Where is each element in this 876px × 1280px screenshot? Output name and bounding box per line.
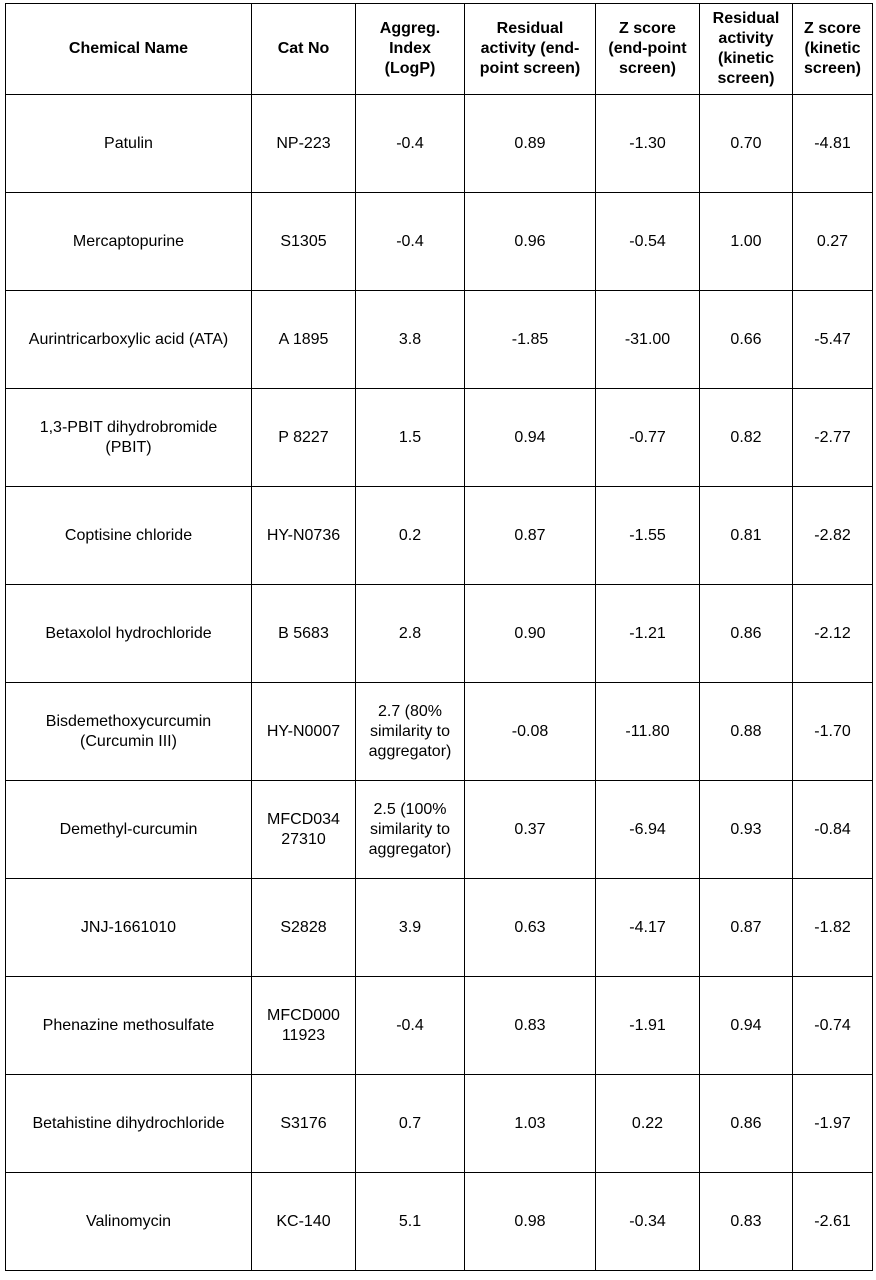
z-score-end-point-cell: -1.21 (596, 585, 700, 683)
z-score-kinetic-cell: -2.82 (793, 487, 873, 585)
residual-activity-end-point-cell: 0.87 (465, 487, 596, 585)
residual-activity-kinetic-cell: 0.88 (700, 683, 793, 781)
table-header-row (6, 4, 873, 95)
cat-no-cell: HY-N0736 (252, 487, 356, 585)
cat-no-cell: S3176 (252, 1075, 356, 1173)
table-row (6, 781, 873, 879)
chemical-name-cell: Betaxolol hydrochloride (6, 585, 252, 683)
cat-no-cell: B 5683 (252, 585, 356, 683)
residual-activity-kinetic-cell: 0.93 (700, 781, 793, 879)
z-score-end-point-cell: -1.30 (596, 95, 700, 193)
residual-activity-kinetic-cell: 0.86 (700, 585, 793, 683)
aggreg-index-cell: 5.1 (356, 1173, 465, 1271)
aggreg-index-cell: 2.7 (80% similarity to aggregator) (356, 683, 465, 781)
aggreg-index-cell: 1.5 (356, 389, 465, 487)
header-z-score-end-point: Z score (end-point screen) (596, 4, 700, 95)
residual-activity-end-point-cell: 0.37 (465, 781, 596, 879)
aggreg-index-cell: -0.4 (356, 977, 465, 1075)
cat-no-cell: A 1895 (252, 291, 356, 389)
residual-activity-end-point-cell: 1.03 (465, 1075, 596, 1173)
residual-activity-end-point-cell: -1.85 (465, 291, 596, 389)
z-score-end-point-cell: -1.55 (596, 487, 700, 585)
residual-activity-kinetic-cell: 0.66 (700, 291, 793, 389)
table-row (6, 585, 873, 683)
cat-no-cell: MFCD034 27310 (252, 781, 356, 879)
chemical-name-cell: JNJ-1661010 (6, 879, 252, 977)
z-score-kinetic-cell: 0.27 (793, 193, 873, 291)
residual-activity-kinetic-cell: 0.94 (700, 977, 793, 1075)
residual-activity-end-point-cell: -0.08 (465, 683, 596, 781)
chemical-name-cell: Patulin (6, 95, 252, 193)
table-row (6, 879, 873, 977)
z-score-end-point-cell: -11.80 (596, 683, 700, 781)
residual-activity-kinetic-cell: 0.81 (700, 487, 793, 585)
cat-no-cell: NP-223 (252, 95, 356, 193)
chemical-name-cell: Aurintricarboxylic acid (ATA) (6, 291, 252, 389)
cat-no-cell: S1305 (252, 193, 356, 291)
header-residual-activity-end-point: Residual activity (end- point screen) (465, 4, 596, 95)
chemical-name-cell: Coptisine chloride (6, 487, 252, 585)
z-score-kinetic-cell: -2.12 (793, 585, 873, 683)
residual-activity-kinetic-cell: 0.70 (700, 95, 793, 193)
chemical-name-cell: Betahistine dihydrochloride (6, 1075, 252, 1173)
residual-activity-kinetic-cell: 0.82 (700, 389, 793, 487)
table-row (6, 291, 873, 389)
residual-activity-kinetic-cell: 1.00 (700, 193, 793, 291)
chemical-name-cell: 1,3-PBIT dihydrobromide (PBIT) (6, 389, 252, 487)
table-row (6, 1075, 873, 1173)
z-score-end-point-cell: -0.34 (596, 1173, 700, 1271)
table-row (6, 193, 873, 291)
aggreg-index-cell: 3.9 (356, 879, 465, 977)
aggreg-index-cell: -0.4 (356, 95, 465, 193)
residual-activity-end-point-cell: 0.98 (465, 1173, 596, 1271)
z-score-kinetic-cell: -1.70 (793, 683, 873, 781)
z-score-end-point-cell: -0.77 (596, 389, 700, 487)
residual-activity-kinetic-cell: 0.83 (700, 1173, 793, 1271)
chemical-name-cell: Demethyl-curcumin (6, 781, 252, 879)
header-chemical-name: Chemical Name (6, 4, 252, 95)
cat-no-cell: S2828 (252, 879, 356, 977)
header-residual-activity-kinetic: Residual activity (kinetic screen) (700, 4, 793, 95)
chemical-name-cell: Valinomycin (6, 1173, 252, 1271)
table-row (6, 683, 873, 781)
cat-no-cell: MFCD000 11923 (252, 977, 356, 1075)
residual-activity-end-point-cell: 0.96 (465, 193, 596, 291)
table-row (6, 487, 873, 585)
residual-activity-end-point-cell: 0.89 (465, 95, 596, 193)
chemical-name-cell: Bisdemethoxycurcumin (Curcumin III) (6, 683, 252, 781)
z-score-end-point-cell: -1.91 (596, 977, 700, 1075)
aggreg-index-cell: -0.4 (356, 193, 465, 291)
residual-activity-kinetic-cell: 0.87 (700, 879, 793, 977)
z-score-kinetic-cell: -0.74 (793, 977, 873, 1075)
table-row (6, 977, 873, 1075)
aggreg-index-cell: 0.2 (356, 487, 465, 585)
z-score-end-point-cell: -4.17 (596, 879, 700, 977)
aggreg-index-cell: 3.8 (356, 291, 465, 389)
z-score-end-point-cell: 0.22 (596, 1075, 700, 1173)
cat-no-cell: HY-N0007 (252, 683, 356, 781)
z-score-kinetic-cell: -1.82 (793, 879, 873, 977)
header-z-score-kinetic: Z score (kinetic screen) (793, 4, 873, 95)
compound-screen-table (5, 3, 873, 1271)
chemical-name-cell: Phenazine methosulfate (6, 977, 252, 1075)
table-row (6, 95, 873, 193)
aggreg-index-cell: 2.5 (100% similarity to aggregator) (356, 781, 465, 879)
aggreg-index-cell: 0.7 (356, 1075, 465, 1173)
residual-activity-end-point-cell: 0.63 (465, 879, 596, 977)
aggreg-index-cell: 2.8 (356, 585, 465, 683)
z-score-kinetic-cell: -2.77 (793, 389, 873, 487)
residual-activity-kinetic-cell: 0.86 (700, 1075, 793, 1173)
z-score-kinetic-cell: -5.47 (793, 291, 873, 389)
z-score-end-point-cell: -0.54 (596, 193, 700, 291)
z-score-end-point-cell: -31.00 (596, 291, 700, 389)
z-score-kinetic-cell: -1.97 (793, 1075, 873, 1173)
cat-no-cell: P 8227 (252, 389, 356, 487)
table-row (6, 389, 873, 487)
residual-activity-end-point-cell: 0.90 (465, 585, 596, 683)
header-aggreg-index: Aggreg. Index (LogP) (356, 4, 465, 95)
table-row (6, 1173, 873, 1271)
chemical-name-cell: Mercaptopurine (6, 193, 252, 291)
header-cat-no: Cat No (252, 4, 356, 95)
cat-no-cell: KC-140 (252, 1173, 356, 1271)
z-score-kinetic-cell: -0.84 (793, 781, 873, 879)
residual-activity-end-point-cell: 0.94 (465, 389, 596, 487)
z-score-end-point-cell: -6.94 (596, 781, 700, 879)
residual-activity-end-point-cell: 0.83 (465, 977, 596, 1075)
z-score-kinetic-cell: -4.81 (793, 95, 873, 193)
z-score-kinetic-cell: -2.61 (793, 1173, 873, 1271)
